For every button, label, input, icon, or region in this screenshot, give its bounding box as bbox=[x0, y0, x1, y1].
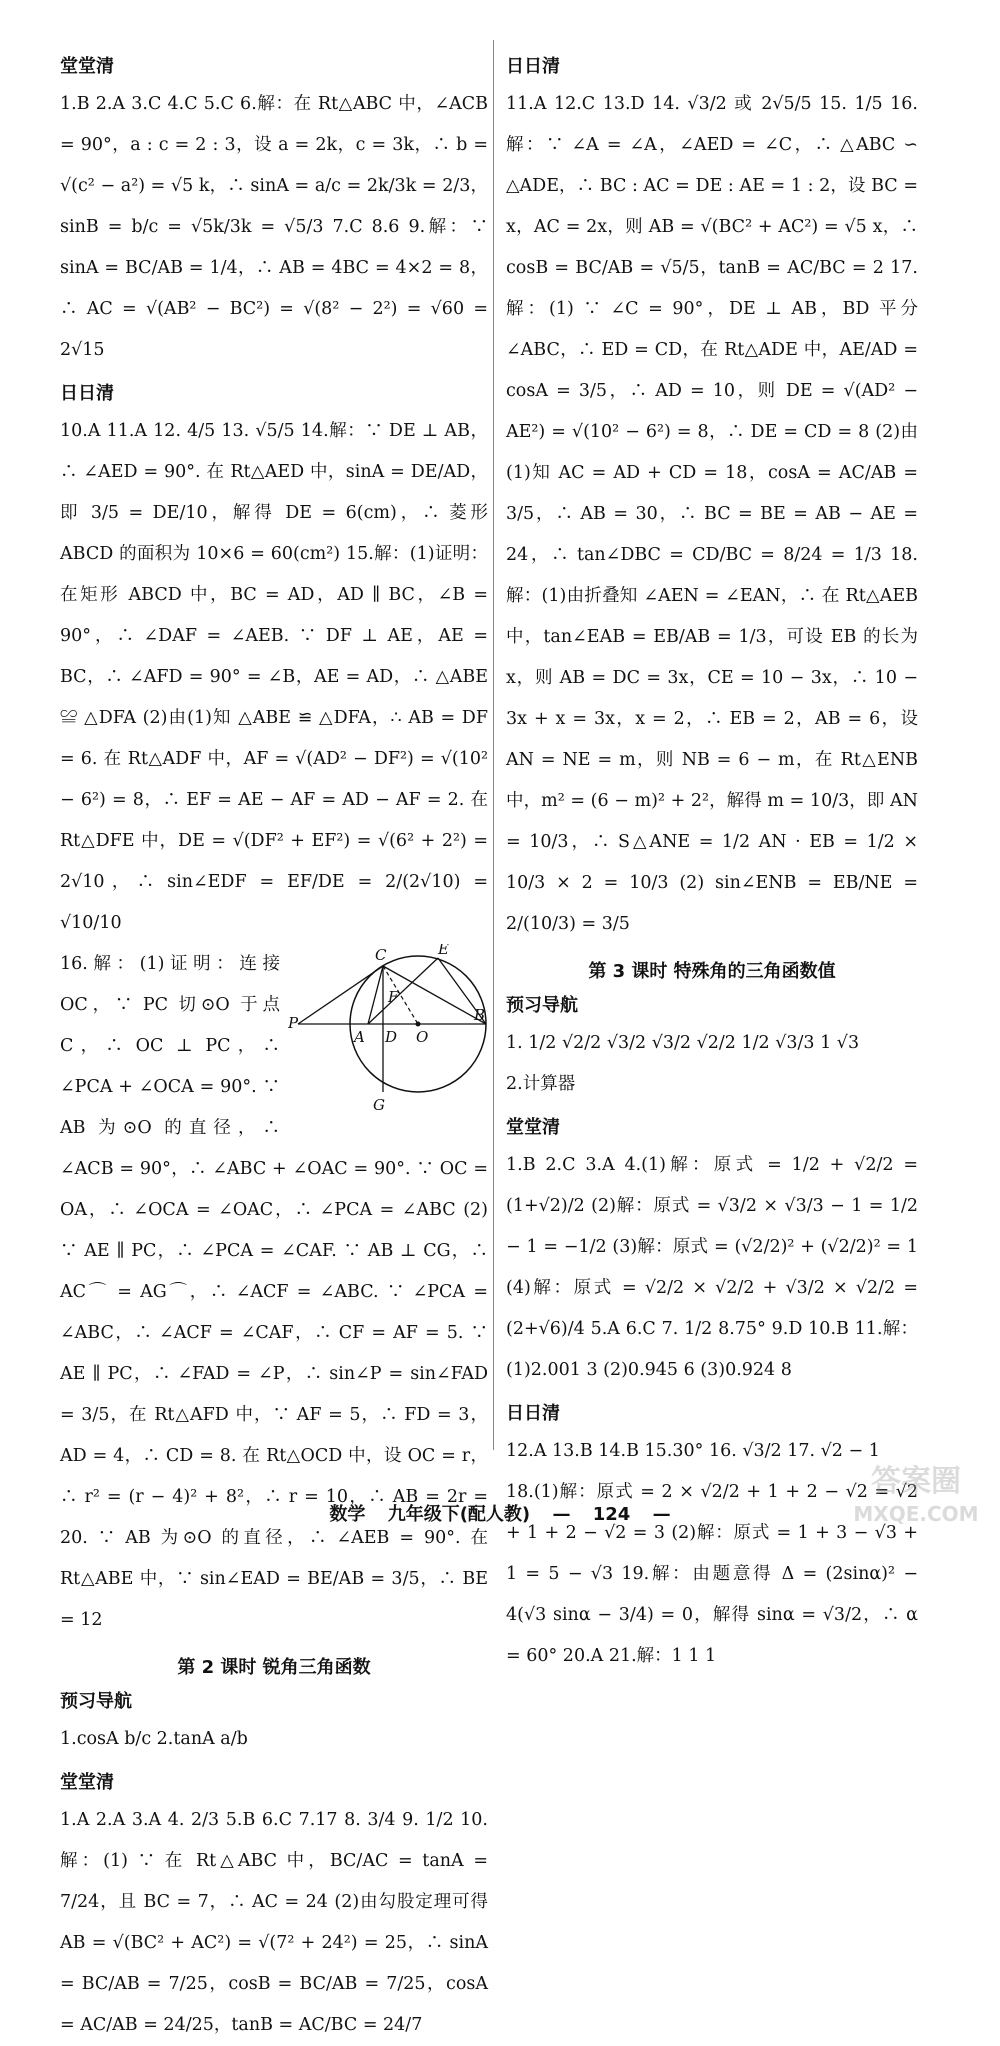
section-heading: 堂堂清 bbox=[60, 56, 114, 77]
answer-paragraph: 1.B 2.C 3.A 4.(1)解：原式 = 1/2 + √2/2 = (1+√2)/2 (2)解：原式 = √3/2 × √3/3 − 1 = 1/2 − 1 = −1/2 (3)解：原式 = (√2/2)² + (√2/2)² = 1 (4)解：原式 = √2/2 × √2/2 + √3/2 × √2/2 = (2+√6)/4 5.A 6.C 7. 1/2 8.75° 9.D 10.B 11.解：(1)2.001 3 (2)0.945 6 (3)0.924 8 bbox=[506, 1155, 918, 1380]
answer-paragraph: 18.(1)解：原式 = 2 × √2/2 + 1 + 2 − √2 = √2 + 1 + 2 − √2 = 3 (2)解：原式 = 1 + 3 − √3 + 1 = 5 − √3 19.解：由题意得 Δ = (2sinα)² − 4(√3 sinα − 3/4) = 0，解得 sinα = √3/2，∴ α = 60° 20.A 21.解：1 1 1 bbox=[506, 1482, 918, 1666]
answer-paragraph: 1.cosA b/c 2.tanA a/b bbox=[60, 1729, 248, 1749]
lesson-title: 第 2 课时 锐角三角函数 bbox=[177, 1657, 371, 1678]
label-o: O bbox=[416, 1028, 429, 1046]
watermark-url: MXQE.COM bbox=[853, 1502, 979, 1526]
answer-paragraph: 1.B 2.A 3.C 4.C 5.C 6.解：在 Rt△ABC 中，∠ACB = 90°，a : c = 2 : 3，设 a = 2k，c = 3k，∴ b = √(c² − a²) = √5 k，∴ sinA = a/c = 2k/3k = 2/3，sinB = b/c = √5k/3k = √5/3 7.C 8.6 9.解：∵ sinA = BC/AB = 1/4，∴ AB = 4BC = 4×2 = 8，∴ AC = √(AB² − BC²) = √(8² − 2²) = √60 = 2√15 bbox=[60, 94, 488, 360]
answer-paragraph: 1. 1/2 √2/2 √3/2 √3/2 √2/2 1/2 √3/3 1 √3 bbox=[506, 1033, 860, 1053]
answer-paragraph: 11.A 12.C 13.D 14. √3/2 或 2√5/5 15. 1/5 16.解：∵ ∠A = ∠A，∠AED = ∠C，∴ △ABC ∽ △ADE，∴ BC : AC = DE : AE = 1 : 2，设 BC = x，AC = 2x，则 AB = √(BC² + AC²) = √5 x，∴ cosB = BC/AB = √5/5，tanB = AC/BC = 2 17.解：(1) ∵ ∠C = 90°，DE ⊥ AB，BD 平分 ∠ABC，∴ ED = CD，在 Rt△ADE 中，AE/AD = cosA = 3/5，∴ AD = 10，则 DE = √(AD² − AE²) = √(10² − 6²) = 8，∴ DE = CD = 8 (2)由(1)知 AC = AD + CD = 18，cosA = AC/AB = 3/5，∴ AB = 30，∴ BC = BE = AB − AE = 24，∴ tan∠DBC = CD/BC = 8/24 = 1/3 18.解：(1)由折叠知 ∠AEN = ∠EAN，∴ 在 Rt△AEB 中，tan∠EAB = EB/AB = 1/3，可设 EB 的长为 x，则 AB = DC = 3x，CE = 10 − 3x，∴ 10 − 3x + x = 3x，x = 2，∴ EB = 2，AB = 6，设 AN = NE = m，则 NB = 6 − m，在 Rt△ENB 中，m² = (6 − m)² + 2²，解得 m = 10/3，即 AN = 10/3，∴ S△ANE = 1/2 AN · EB = 1/2 × 10/3 × 2 = 10/3 (2) sin∠ENB = EB/NE = 2/(10/3) = 3/5 bbox=[506, 94, 918, 934]
answer-paragraph: 16.解：(1)证明：连接 OC，∵ PC 切⊙O 于点 C，∴ OC ⊥ PC，∴ ∠PCA + ∠OCA = 90°. ∵ AB 为⊙O 的直径，∴ ∠ACB = 90°，∴ ∠ABC + ∠OAC = 90°. ∵ OC = OA，∴ ∠OCA = ∠OAC，∴ ∠PCA = ∠ABC (2) ∵ AE ∥ PC，∴ ∠PCA = ∠CAF. ∵ AB ⊥ CG，∴ AC⌒ = AG⌒，∴ ∠ACF = ∠ABC. ∵ ∠PCA = ∠ABC，∴ ∠ACF = ∠CAF，∴ CF = AF = 5. ∵ AE ∥ PC，∴ ∠FAD = ∠P，∴ sin∠P = sin∠FAD = 3/5，在 Rt△AFD 中，∵ AF = 5，∴ FD = 3，AD = 4，∴ CD = 8. 在 Rt△OCD 中，设 OC = r，∴ r² = (r − 4)² + 8²，∴ r = 10，∴ AB = 2r = 20. ∵ AB 为⊙O 的直径，∴ ∠AEB = 90°. 在 Rt△ABE 中，∵ sin∠EAD = BE/AB = 3/5，∴ BE = 12 bbox=[60, 954, 488, 1630]
right-column bbox=[506, 44, 918, 1677]
label-e: E bbox=[438, 944, 449, 958]
section-heading: 日日清 bbox=[506, 56, 560, 77]
watermark-text: 答案圈 bbox=[871, 1464, 961, 1499]
section-heading: 日日清 bbox=[506, 1403, 560, 1424]
label-g: G bbox=[373, 1096, 385, 1114]
footer-grade: 九年级下(配人教) bbox=[387, 1504, 531, 1525]
section-heading: 堂堂清 bbox=[60, 1772, 114, 1793]
label-a: A bbox=[354, 1028, 365, 1046]
footer-dash: — bbox=[652, 1504, 671, 1525]
label-d: D bbox=[385, 1028, 398, 1046]
label-p: P bbox=[288, 1014, 299, 1032]
left-column bbox=[60, 44, 488, 2046]
answer-paragraph: 1.A 2.A 3.A 4. 2/3 5.B 6.C 7.17 8. 3/4 9. 1/2 10.解：(1) ∵ 在 Rt△ABC 中，BC/AC = tanA = 7/24，且 BC = 7，∴ AC = 24 (2)由勾股定理可得 AB = √(BC² + AC²) = √(7² + 24²) = 25，∴ sinA = BC/AB = 7/25，cosB = BC/AB = 7/25，cosA = AC/AB = 24/25，tanB = AC/BC = 24/7 bbox=[60, 1810, 488, 2035]
answer-paragraph: 2.计算器 bbox=[506, 1074, 576, 1094]
answer-paragraph: 12.A 13.B 14.B 15.30° 16. √3/2 17. √2 − 1 bbox=[506, 1441, 880, 1461]
section-heading: 预习导航 bbox=[60, 1691, 132, 1712]
center-o bbox=[416, 1022, 421, 1027]
lesson-title: 第 3 课时 特殊角的三角函数值 bbox=[588, 961, 836, 982]
answer-paragraph: 10.A 11.A 12. 4/5 13. √5/5 14.解：∵ DE ⊥ AB，∴ ∠AED = 90°. 在 Rt△AED 中，sinA = DE/AD，即 3/5 = DE/10，解得 DE = 6(cm)，∴ 菱形 ABCD 的面积为 10×6 = 60(cm²) 15.解：(1)证明：在矩形 ABCD 中，BC = AD，AD ∥ BC，∠B = 90°，∴ ∠DAF = ∠AEB. ∵ DF ⊥ AE，AE = BC，∴ ∠AFD = 90° = ∠B，AE = AD，∴ △ABE ≌ △DFA (2)由(1)知 △ABE ≌ △DFA，∴ AB = DF = 6. 在 Rt△ADF 中，AF = √(AD² − DF²) = √(10² − 6²) = 8，∴ EF = AE − AF = AD − AF = 2. 在 Rt△DFE 中，DE = √(DF² + EF²) = √(6² + 2²) = 2√10，∴ sin∠EDF = EF/DE = 2/(2√10) = √10/10 bbox=[60, 421, 488, 933]
footer-dash: — bbox=[552, 1504, 571, 1525]
label-b: B bbox=[474, 1006, 486, 1024]
page-number: 124 bbox=[592, 1504, 631, 1525]
label-f: F bbox=[388, 988, 399, 1006]
circle-diagram bbox=[288, 944, 488, 1114]
watermark-logo bbox=[846, 1451, 986, 1531]
section-heading: 预习导航 bbox=[506, 995, 578, 1016]
footer-subject: 数学 bbox=[329, 1504, 366, 1525]
label-c: C bbox=[375, 946, 387, 964]
column-divider bbox=[493, 40, 494, 1450]
section-heading: 堂堂清 bbox=[506, 1117, 560, 1138]
section-heading: 日日清 bbox=[60, 383, 114, 404]
